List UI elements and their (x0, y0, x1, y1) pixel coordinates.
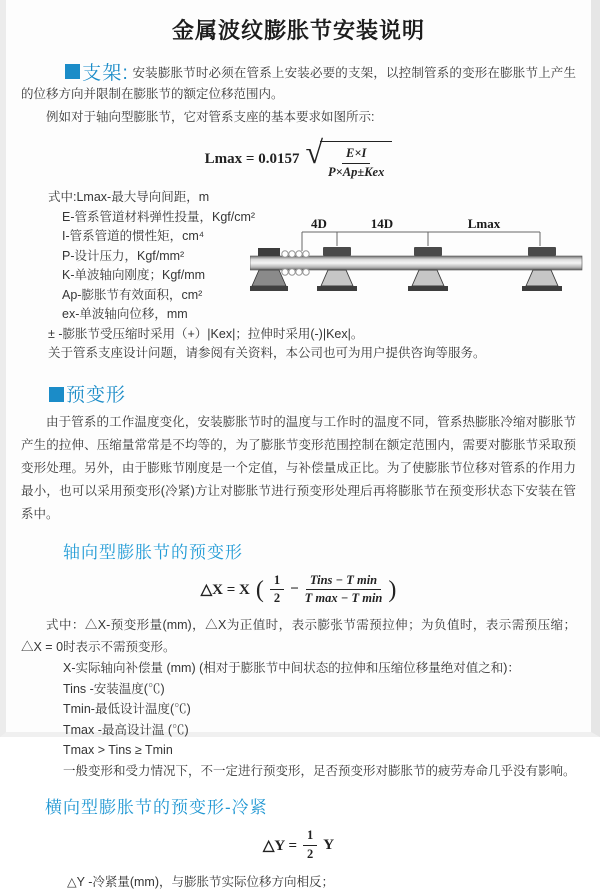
predeform-heading-label: 预变形 (66, 384, 127, 406)
fraction-denominator: 2 (307, 846, 314, 861)
dim-label-4d: 4D (311, 216, 327, 232)
fraction-denominator: 2 (273, 591, 281, 606)
dim-label-14d: 14D (370, 216, 394, 232)
definition-line: ex-单波轴向位移，mm (62, 307, 188, 322)
lmax-formula (21, 134, 576, 180)
definitions-block (21, 188, 576, 364)
lateral-subheading: 横向型膨胀节的预变形-冷紧 (45, 798, 268, 817)
pipe (250, 256, 582, 270)
axial-line: Tmax -最高设计温 (℃) (63, 722, 189, 737)
support-intro-text: 安装膨胀节时必须在管系上安装必要的支架，以控制管系的变形在膨胀节上产生的位移方向并限制在膨胀节的额定位移范围内。 (21, 66, 576, 101)
definition-line: 式中:Lmax-最大导向间距，m (48, 190, 210, 205)
axial-formula (21, 573, 576, 607)
fraction-numerator: Tins − T min (306, 573, 381, 591)
lmax-formula-lhs: Lmax = 0.0157 (204, 150, 300, 167)
predeform-section-heading (49, 380, 576, 407)
axial-line: Tmax > Tins ≥ Tmin (63, 743, 173, 757)
fraction-numerator: 1 (270, 573, 284, 591)
half-fraction (270, 573, 284, 607)
fraction-denominator: P×Ap±Kex (328, 164, 385, 179)
axial-line: Tmin-最低设计温度(℃) (63, 702, 191, 716)
blue-square-icon (65, 64, 80, 79)
axial-line: Tins -安装温度(℃) (63, 681, 165, 696)
definition-line: K-单波轴向刚度；Kgf/mm (62, 268, 206, 283)
axial-formula-lhs: △X = X (200, 582, 250, 599)
lateral-formula (21, 828, 576, 862)
half-fraction (303, 828, 317, 862)
fraction-numerator: 1 (303, 828, 317, 846)
radicand (320, 141, 392, 180)
page-title: 金属波纹膨胀节安装说明 (171, 18, 425, 43)
lateral-formula-lhs: △Y = (262, 837, 297, 854)
axial-subheading: 轴向型膨胀节的预变形 (63, 542, 243, 562)
fraction-numerator: E×I (342, 146, 370, 164)
fraction-denominator: T max − T min (304, 591, 383, 606)
axial-line: 一般变形和受力情况下，不一定进行预变形，足否预变形对膨胀节的疲劳寿命几乎没有影响。 (63, 763, 576, 778)
lateral-formula-rhs: Y (323, 836, 335, 853)
support-example-text: 例如对于轴向型膨胀节，它对管系支座的基本要求如图所示: (46, 110, 375, 124)
definition-line: I-管系管道的惯性矩，cm⁴ (62, 229, 205, 244)
support-section-heading: 支架: (82, 63, 129, 84)
axial-desc-paragraph: 式中：△X-预变形量(mm)，△X为正值时，表示膨张节需预拉伸；为负值时，表示需预压缩；△X = 0时表示不需预变形。 (21, 618, 576, 654)
radical-sign-icon: √ (305, 134, 324, 170)
definition-line: Ap-膨胀节有效面积，cm² (62, 287, 203, 302)
service-note: 关于管系支座设计问题，请参阅有关资料，本公司也可为用户提供咨询等服务。 (48, 346, 486, 361)
sqrt-radical (305, 134, 392, 180)
minus-sign: − (290, 581, 299, 598)
axial-line: X-实际轴向补偿量 (mm) (相对于膨胀节中间状态的拉伸和压缩位移量绝对值之和)： (63, 661, 520, 675)
support-intro-paragraph (21, 63, 576, 105)
blue-square-icon (49, 387, 64, 402)
pipe-support-diagram (250, 214, 595, 314)
predeform-paragraph: 由于管系的工作温度变化，安装膨胀节时的温度与工作时的温度不同，管系热膨胀冷缩对膨胀节产生的拉伸、压缩量常常是不均等的，为了膨胀节变形范围控制在额定范围内，需要对膨胀节采取预变形处理。另外，由于膨账节刚度是一个定值，与补偿量成正比。为了使膨胀节位移对管系的作用力最小，也可以采用预变形(冷紧)方让对膨胀节进行预变形处理后再将膨胀节在预变形状态下安装在管系中。 (21, 414, 576, 521)
plus-minus-note: ± -膨胀节受压缩时采用（+）|Kex|；拉伸时采用(-)|Kex|。 (48, 326, 364, 341)
lmax-fraction (328, 146, 384, 180)
close-paren: ) (388, 576, 397, 603)
temperature-fraction (305, 573, 383, 607)
definition-line: E-管系管道材料弹性投量，Kgf/cm² (62, 209, 256, 224)
dim-label-lmax: Lmax (467, 216, 501, 232)
definition-line: P-设计压力，Kgf/mm² (62, 248, 185, 263)
open-paren: ( (255, 576, 264, 603)
lateral-desc-line: △Y -冷紧量(mm)，与膨胀节实际位移方向相反； (67, 875, 335, 890)
